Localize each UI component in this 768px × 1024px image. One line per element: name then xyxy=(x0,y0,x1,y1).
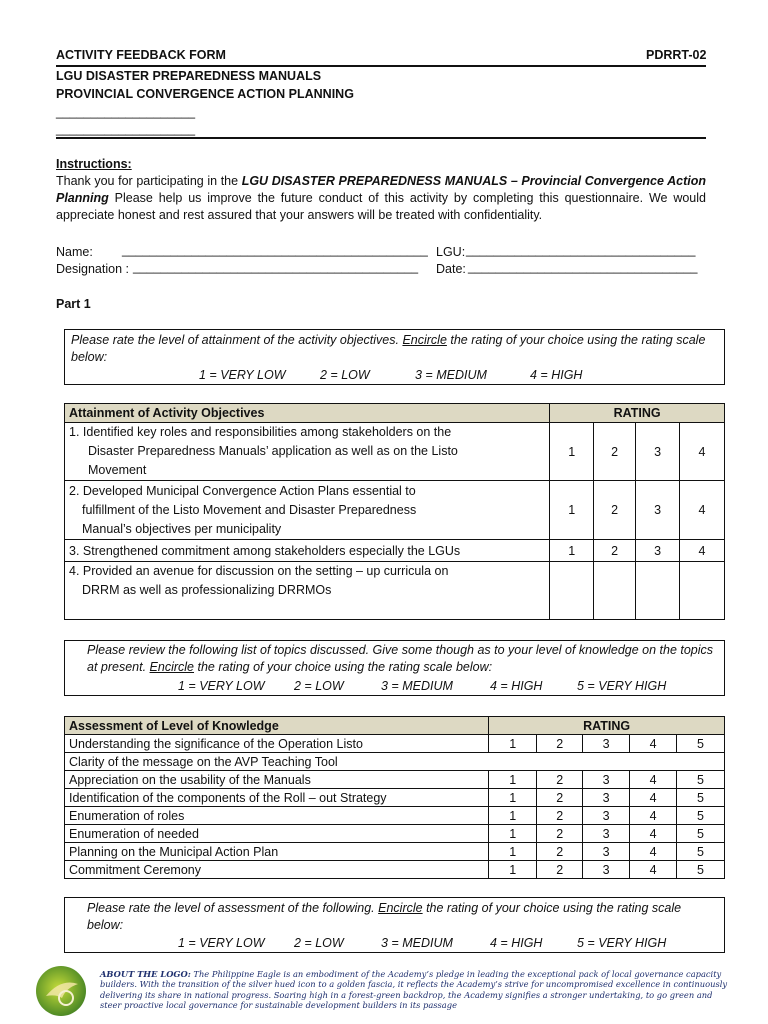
header-bottom-rule xyxy=(56,137,706,139)
objectives-table xyxy=(64,403,725,620)
rating-cell[interactable]: 3 xyxy=(583,843,630,861)
table-row xyxy=(65,861,725,879)
rating-cell[interactable]: 1 xyxy=(489,807,537,825)
rating-cell[interactable]: 5 xyxy=(677,771,725,789)
table-row xyxy=(65,825,725,843)
rating-cell[interactable]: 1 xyxy=(550,540,594,562)
rating-cell[interactable]: 5 xyxy=(677,789,725,807)
rating-cell[interactable]: 1 xyxy=(489,771,537,789)
rating-cell[interactable]: 2 xyxy=(537,735,583,753)
rating-cell[interactable]: 2 xyxy=(537,861,583,879)
instructions-heading: Instructions: xyxy=(56,157,132,171)
header-rule xyxy=(56,65,706,67)
rating-cell[interactable]: 2 xyxy=(594,423,636,481)
objective-2-line2: fulfillment of the Listo Movement and Disaster Preparedness xyxy=(82,502,417,517)
rating-cell-empty[interactable] xyxy=(550,562,594,620)
name-label: Name: xyxy=(56,245,93,259)
instruction-box-1 xyxy=(64,329,725,385)
scale-3-medium: 3 = MEDIUM xyxy=(381,936,453,950)
rating-cell[interactable]: 3 xyxy=(583,789,630,807)
objectives-table-header: Attainment of Activity Objectives xyxy=(65,404,550,423)
name-field[interactable]: ____________________________________________ xyxy=(122,243,428,257)
rating-cell[interactable]: 1 xyxy=(550,423,594,481)
rating-cell[interactable]: 2 xyxy=(594,540,636,562)
table-row xyxy=(65,807,725,825)
rating-cell[interactable]: 3 xyxy=(583,807,630,825)
lgu-field[interactable]: _________________________________ xyxy=(466,243,696,257)
rating-cell[interactable]: 2 xyxy=(537,789,583,807)
knowledge-rating-header: RATING xyxy=(489,717,725,735)
rating-cell[interactable]: 5 xyxy=(677,735,725,753)
footer-about-logo xyxy=(100,969,730,1011)
rating-cell[interactable]: 3 xyxy=(636,540,680,562)
box3-encircle: Encircle xyxy=(378,901,423,915)
academy-logo-icon xyxy=(36,966,86,1016)
designation-label: Designation : xyxy=(56,262,129,276)
table-row xyxy=(65,562,725,620)
objective-4-line1: 4. Provided an avenue for discussion on the setting – up curricula on xyxy=(69,564,449,578)
rating-cell[interactable]: 1 xyxy=(489,843,537,861)
objective-1-line2: Disaster Preparedness Manuals’ application as well as on the Listo xyxy=(88,444,458,458)
scale-3-very-high: 5 = VERY HIGH xyxy=(577,936,667,950)
eagle-icon xyxy=(36,966,86,1016)
rating-cell-empty[interactable] xyxy=(680,562,725,620)
scale-3-low: 2 = LOW xyxy=(294,936,344,950)
instruction-box-3 xyxy=(64,897,725,953)
box1-text-b: the rating of your choice using the rating scale below: xyxy=(71,333,706,364)
table-row xyxy=(65,789,725,807)
knowledge-item-label: Planning on the Municipal Action Plan xyxy=(65,843,489,861)
header-line1: LGU DISASTER PREPAREDNESS MANUALS xyxy=(56,69,322,83)
box2-encircle: Encircle xyxy=(149,660,195,674)
knowledge-item-label: Understanding the significance of the Operation Listo xyxy=(65,735,489,753)
objectives-rating-header: RATING xyxy=(550,404,725,423)
knowledge-item-label: Clarity of the message on the AVP Teaching Tool xyxy=(65,753,725,771)
box1-encircle: Encircle xyxy=(402,333,447,347)
box3-text-b: the rating of your choice using the rating scale below: xyxy=(87,901,682,932)
rating-cell-empty[interactable] xyxy=(594,562,636,620)
objective-2-line3: Manual’s objectives per municipality xyxy=(82,521,282,536)
rating-cell[interactable]: 3 xyxy=(636,481,680,540)
rating-cell[interactable]: 1 xyxy=(550,481,594,540)
instruction-box-1-text xyxy=(71,332,719,366)
knowledge-table xyxy=(64,716,725,879)
rating-cell[interactable]: 2 xyxy=(537,807,583,825)
scale-2-low: 2 = LOW xyxy=(294,679,344,693)
form-code: PDRRT-02 xyxy=(646,48,707,62)
rating-cell[interactable]: 5 xyxy=(677,843,725,861)
knowledge-table-header: Assessment of Level of Knowledge xyxy=(65,717,489,735)
objective-3-label: 3. Strengthened commitment among stakeholders especially the LGUs xyxy=(65,540,550,562)
rating-cell[interactable]: 1 xyxy=(489,861,537,879)
rating-cell[interactable]: 4 xyxy=(680,481,725,540)
instructions-event-name: LGU DISASTER PREPAREDNESS MANUALS – Provincial Convergence Action Planning xyxy=(56,174,706,205)
box2-text-a: Please review the following list of topics discussed. Give some though as to your level of knowledge on the topics at present. xyxy=(87,643,714,674)
rating-cell[interactable]: 1 xyxy=(489,825,537,843)
header-blank-2: ____________________ xyxy=(56,122,196,136)
table-row xyxy=(65,771,725,789)
box1-text-a: Please rate the level of attainment of the activity objectives. xyxy=(71,333,403,347)
scale-2-very-high: 5 = VERY HIGH xyxy=(577,679,667,693)
instruction-box-3-text xyxy=(87,900,719,934)
scale-3-high: 4 = HIGH xyxy=(490,936,543,950)
date-label: Date: xyxy=(436,262,466,276)
knowledge-item-label: Commitment Ceremony xyxy=(65,861,489,879)
instructions-text-2: Please help us improve the future conduct of this activity by completing this questionnaire. We would appreciate honest and rest assured that your answers will be treated with confidentiality. xyxy=(56,191,706,222)
rating-cell[interactable]: 4 xyxy=(630,861,677,879)
instructions-paragraph xyxy=(56,173,706,224)
table-row xyxy=(65,843,725,861)
scale-2-medium: 3 = MEDIUM xyxy=(381,679,453,693)
table-row xyxy=(65,735,725,753)
part1-title: Part 1 xyxy=(56,297,91,311)
scale-1-very-low: 1 = VERY LOW xyxy=(199,368,286,382)
instructions-text-1: Thank you for participating in the xyxy=(56,174,242,188)
knowledge-item-label: Enumeration of roles xyxy=(65,807,489,825)
objective-1-line3: Movement xyxy=(88,463,147,477)
rating-cell[interactable]: 1 xyxy=(489,789,537,807)
rating-cell[interactable]: 4 xyxy=(680,540,725,562)
table-row xyxy=(65,753,725,771)
table-row xyxy=(65,540,725,562)
rating-cell[interactable]: 4 xyxy=(630,825,677,843)
rating-cell[interactable]: 1 xyxy=(489,735,537,753)
knowledge-item-label: Enumeration of needed xyxy=(65,825,489,843)
knowledge-item-label: Identification of the components of the Roll – out Strategy xyxy=(65,789,489,807)
scale-2-very-low: 1 = VERY LOW xyxy=(178,679,265,693)
date-field[interactable]: _________________________________ xyxy=(468,260,698,274)
header-line2: PROVINCIAL CONVERGENCE ACTION PLANNING xyxy=(56,87,354,101)
footer-lead: ABOUT THE LOGO: xyxy=(100,969,191,979)
table-row xyxy=(65,423,725,481)
rating-cell[interactable]: 3 xyxy=(583,771,630,789)
table-row xyxy=(65,481,725,540)
box2-text-b: the rating of your choice using the rating scale below: xyxy=(194,660,493,674)
designation-field[interactable]: _________________________________________ xyxy=(133,260,419,274)
scale-1-low: 2 = LOW xyxy=(320,368,370,382)
rating-cell[interactable]: 3 xyxy=(583,825,630,843)
knowledge-item-label: Appreciation on the usability of the Manuals xyxy=(65,771,489,789)
rating-cell[interactable]: 3 xyxy=(583,735,630,753)
scale-1-medium: 3 = MEDIUM xyxy=(415,368,487,382)
objective-2-line1: 2. Developed Municipal Convergence Action Plans essential to xyxy=(69,483,416,498)
rating-cell[interactable]: 5 xyxy=(677,807,725,825)
rating-cell[interactable]: 4 xyxy=(630,735,677,753)
rating-cell-empty[interactable] xyxy=(636,562,680,620)
scale-2-high: 4 = HIGH xyxy=(490,679,543,693)
header-blank-1: ____________________ xyxy=(56,105,196,119)
footer-text: The Philippine Eagle is an embodiment of the Academy’s pledge in leading the exceptional pack of local governance capacity builders. With the transition of the silver hued icon to a golden fascia, it reflects the Academy’s strive for uncompromised excellence in continuously delivering its share in national progress. Soaring high in a forest-green backdrop, the Academy signifies a stronger undertaking, to go green and steer proactive local governance for sustainable development builders in its passage xyxy=(100,969,728,1011)
rating-cell[interactable]: 4 xyxy=(680,423,725,481)
rating-cell[interactable]: 2 xyxy=(594,481,636,540)
box3-text-a: Please rate the level of assessment of the following. xyxy=(87,901,379,915)
rating-cell[interactable]: 2 xyxy=(537,843,583,861)
scale-3-very-low: 1 = VERY LOW xyxy=(178,936,265,950)
rating-cell[interactable]: 5 xyxy=(677,825,725,843)
rating-cell[interactable]: 2 xyxy=(537,825,583,843)
rating-cell[interactable]: 4 xyxy=(630,843,677,861)
rating-cell[interactable]: 4 xyxy=(630,807,677,825)
rating-cell[interactable]: 2 xyxy=(537,771,583,789)
lgu-label: LGU: xyxy=(436,245,466,259)
rating-cell[interactable]: 3 xyxy=(583,861,630,879)
objective-4-line2: DRRM as well as professionalizing DRRMOs xyxy=(82,583,332,597)
rating-cell[interactable]: 4 xyxy=(630,789,677,807)
objective-1-line1: 1. Identified key roles and responsibilities among stakeholders on the xyxy=(69,425,452,439)
rating-cell[interactable]: 5 xyxy=(677,861,725,879)
rating-cell[interactable]: 3 xyxy=(636,423,680,481)
instruction-box-2 xyxy=(64,640,725,696)
instruction-box-2-text xyxy=(87,642,719,676)
rating-cell[interactable]: 4 xyxy=(630,771,677,789)
scale-1-high: 4 = HIGH xyxy=(530,368,583,382)
form-title: ACTIVITY FEEDBACK FORM xyxy=(56,48,226,62)
